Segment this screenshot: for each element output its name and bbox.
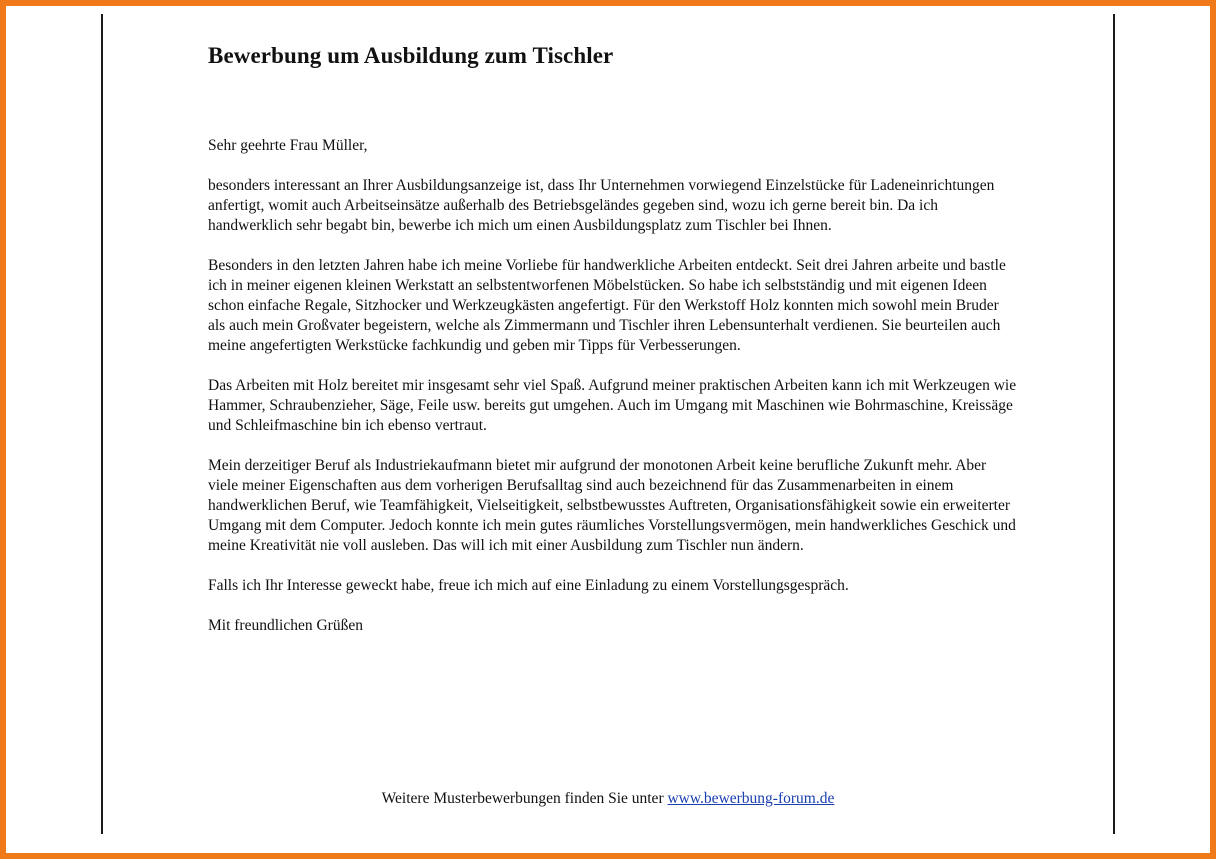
closing: Mit freundlichen Grüßen [208, 617, 363, 634]
paragraph-4: Mein derzeitiger Beruf als Industriekaufmann bietet mir aufgrund der monotonen Arbeit keine berufliche Zukunft mehr. Aber viele meiner Eigenschaften aus dem vorherigen Berufsalltag sind auch bezeichnend für das Zusammenarbeiten in einem handwerklichen Beruf, wie Teamfähigkeit, Vielseitigkeit, selbstbewusstes Auftreten, Organisationsfähigkeit sowie ein erweiterter Umgang mit dem Computer. Jedoch konnte ich mein gutes räumliches Vorstellungsvermögen, mein handwerkliches Geschick und meine Kreativität nie voll ausleben. Das will ich mit einer Ausbildung zum Tischler nun ändern. [208, 457, 1016, 554]
paragraph-5: Falls ich Ihr Interesse geweckt habe, freue ich mich auf eine Einladung zu einem Vorstellungsgespräch. [208, 577, 849, 594]
paragraph-3: Das Arbeiten mit Holz bereitet mir insgesamt sehr viel Spaß. Aufgrund meiner praktischen Arbeiten kann ich mit Werkzeugen wie Hammer, Schraubenzieher, Säge, Feile usw. bereits gut umgehen. Auch im Umgang mit Maschinen wie Bohrmaschine, Kreissäge und Schleifmaschine bin ich ebenso vertraut. [208, 377, 1017, 434]
right-margin-rule [1113, 14, 1115, 834]
footer [0, 789, 1216, 809]
letter-body [208, 40, 1018, 636]
paragraph-2: Besonders in den letzten Jahren habe ich meine Vorliebe für handwerkliche Arbeiten entdeckt. Seit drei Jahren arbeite und bastle ich in meiner eigenen kleinen Werkstatt an selbstentworfenen Möbelstücken. So habe ich selbstständig und mit eigenen Ideen schon einfache Regale, Sitzhocker und Werkzeugkästen angefertigt. Für den Werkstoff Holz konnten mich sowohl mein Bruder als auch mein Großvater begeistern, welche als Zimmermann und Tischler ihren Lebensunterhalt verdienen. Sie beurteilen auch meine angefertigten Werkstücke fachkundig und geben mir Tipps für Verbesserungen. [208, 257, 1006, 354]
footer-text: Weitere Musterbewerbungen finden Sie unter [381, 790, 668, 807]
letter-title: Bewerbung um Ausbildung zum Tischler [208, 43, 614, 68]
salutation: Sehr geehrte Frau Müller, [208, 137, 368, 154]
footer-link[interactable]: www.bewerbung-forum.de [667, 790, 835, 807]
paragraph-1: besonders interessant an Ihrer Ausbildungsanzeige ist, dass Ihr Unternehmen vorwiegend Einzelstücke für Ladeneinrichtungen anfertigt, womit auch Arbeitseinsätze außerhalb des Betriebsgeländes gegeben sind, wozu ich gerne bereit bin. Da ich handwerklich sehr begabt bin, bewerbe ich mich um einen Ausbildungsplatz zum Tischler bei Ihnen. [208, 177, 995, 234]
left-margin-rule [101, 14, 103, 834]
